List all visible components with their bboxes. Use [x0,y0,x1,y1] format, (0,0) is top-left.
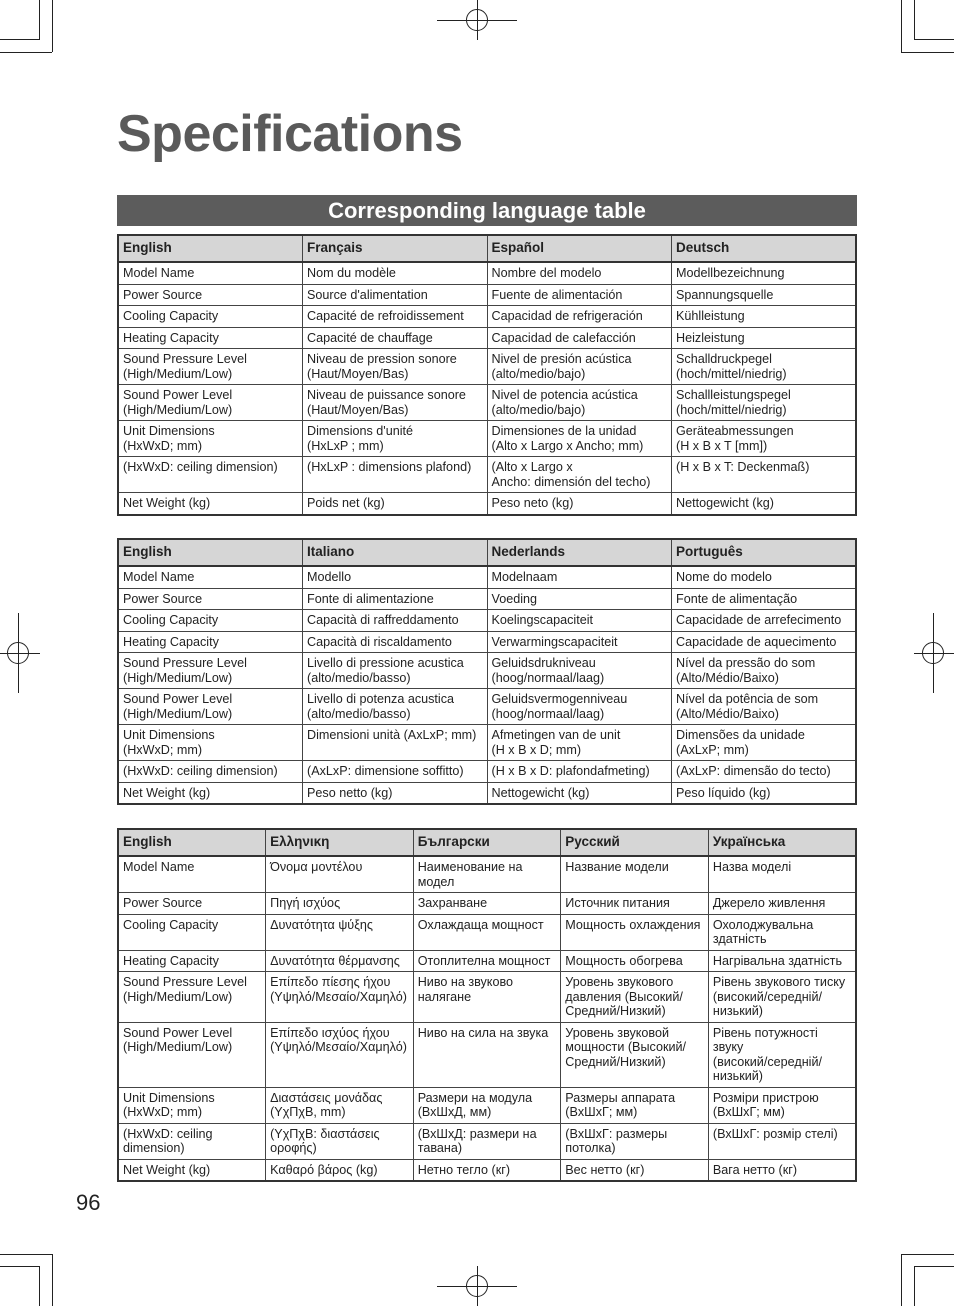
crop-mark-line [914,1266,915,1306]
table-row [118,457,856,493]
table-row [118,972,856,1023]
table-row [118,327,856,349]
crop-mark-line [914,1266,954,1267]
table-cell: Nom du modèle [303,262,488,284]
table-cell: Nível da pressão do som (Alto/Médio/Baixo) [672,653,857,689]
table-cell: Heating Capacity [118,327,303,349]
table-row [118,782,856,804]
table-cell: Επίπεδο ισχύος ήχου (Υψηλό/Μεσαίο/Χαμηλό) [266,1022,414,1087]
table-cell: Dimensioni unità (AxLxP; mm) [303,725,488,761]
table-cell: Heizleistung [672,327,857,349]
table-cell: (ВхШхГ: розмір стелі) [708,1123,856,1159]
table-cell: Рівень звукового тиску (високий/середній/ низький) [708,972,856,1023]
table-cell: Capacidade de arrefecimento [672,610,857,632]
table-cell: Источник питания [561,893,709,915]
table-cell: Нетно тегло (кг) [413,1159,561,1181]
crop-mark-line [0,1254,52,1255]
table-cell: Dimensions d'unité (HxLxP ; mm) [303,421,488,457]
table-cell: Nome do modelo [672,566,857,588]
table-cell: Unit Dimensions (HxWxD; mm) [118,1087,266,1123]
table-cell: Spannungsquelle [672,284,857,306]
table-cell: Розміри пристрою (ВхШхГ; мм) [708,1087,856,1123]
table-cell: Размеры аппарата (ВxШxГ; мм) [561,1087,709,1123]
table-cell: Рівень потужності звуку (високий/середній/ низький) [708,1022,856,1087]
table-cell: Peso neto (kg) [487,493,672,515]
table-cell: Sound Power Level (High/Medium/Low) [118,1022,266,1087]
table-row [118,588,856,610]
crop-mark-line [0,1266,40,1267]
crop-mark-line [477,1266,478,1306]
table-cell: Вес нетто (кг) [561,1159,709,1181]
table-cell: Назва моделі [708,856,856,893]
table-cell: Power Source [118,588,303,610]
table-cell: Sound Pressure Level (High/Medium/Low) [118,653,303,689]
table-cell: Όνομα μοντέλου [266,856,414,893]
table-cell: Model Name [118,566,303,588]
table-row [118,914,856,950]
table-cell: Fonte de alimentação [672,588,857,610]
table-cell: Power Source [118,893,266,915]
table-cell: Capacidade de aquecimento [672,631,857,653]
table-cell: Nível da potência de som (Alto/Médio/Baixo) [672,689,857,725]
table-cell: Heating Capacity [118,950,266,972]
crop-mark-line [901,0,902,52]
crop-mark-line [901,52,954,53]
table-cell: (HxLxP : dimensions plafond) [303,457,488,493]
table-cell: Peso netto (kg) [303,782,488,804]
table-cell: Poids net (kg) [303,493,488,515]
column-header: Български [413,829,561,856]
table-cell: Наименование на модел [413,856,561,893]
table-cell: Ниво на звуково налягане [413,972,561,1023]
table-cell: Sound Pressure Level (High/Medium/Low) [118,972,266,1023]
column-header: Español [487,235,672,262]
table-cell: Sound Power Level (High/Medium/Low) [118,689,303,725]
table-cell: Cooling Capacity [118,610,303,632]
table-cell: Power Source [118,284,303,306]
column-header: English [118,829,266,856]
column-header: Nederlands [487,539,672,566]
table-cell: Отоплителна мощност [413,950,561,972]
table-cell: Nivel de potencia acústica (alto/medio/bajo) [487,385,672,421]
language-table-2 [117,538,857,805]
table-cell: Джерело живлення [708,893,856,915]
table-cell: Уровень звукового давления (Высокий/ Средний/Низкий) [561,972,709,1023]
table-row [118,1022,856,1087]
crop-mark-line [933,613,934,693]
table-cell: Dimensiones de la unidad (Alto x Largo x Ancho; mm) [487,421,672,457]
table-cell: Kühlleistung [672,306,857,328]
table-cell: Название модели [561,856,709,893]
crop-mark-line [901,1254,954,1255]
crop-mark-line [52,0,53,52]
table-cell: Охлаждаща мощност [413,914,561,950]
table-cell: (ΥχΠχΒ: διαστάσεις οροφής) [266,1123,414,1159]
table-cell: Niveau de puissance sonore (Haut/Moyen/Bas) [303,385,488,421]
table-row [118,761,856,783]
table-row [118,725,856,761]
table-row [118,306,856,328]
column-header: English [118,235,303,262]
table-row [118,284,856,306]
table-row [118,856,856,893]
table-row [118,689,856,725]
table-cell: (ВхШхД: размери на тавана) [413,1123,561,1159]
table-cell: Мощность обогрева [561,950,709,972]
table-row [118,385,856,421]
crop-mark-line [477,0,478,40]
table-row [118,893,856,915]
table-header-row [118,829,856,856]
table-cell: Διαστάσεις μονάδας (ΥχΠχΒ, mm) [266,1087,414,1123]
language-table-1 [117,234,857,516]
table-cell: Livello di potenza acustica (alto/medio/basso) [303,689,488,725]
table-row [118,653,856,689]
table-cell: Καθαρό βάρος (kg) [266,1159,414,1181]
table-row [118,493,856,515]
table-row [118,950,856,972]
table-cell: Net Weight (kg) [118,493,303,515]
column-header: Português [672,539,857,566]
column-header: Français [303,235,488,262]
table-cell: Размери на модула (ВхШхД, мм) [413,1087,561,1123]
table-row [118,610,856,632]
table-cell: Nettogewicht (kg) [487,782,672,804]
column-header: Українська [708,829,856,856]
table-cell: Cooling Capacity [118,914,266,950]
table-cell: (ВxШxГ: размеры потолка) [561,1123,709,1159]
table-row [118,1159,856,1181]
table-cell: Net Weight (kg) [118,1159,266,1181]
table-cell: (HxWxD: ceiling dimension) [118,761,303,783]
table-cell: Fonte di alimentazione [303,588,488,610]
table-cell: Modello [303,566,488,588]
table-cell: Geräteabmessungen (H x B x T [mm]) [672,421,857,457]
table-cell: Geluidsdrukniveau (hoog/normaal/laag) [487,653,672,689]
table-header-row [118,235,856,262]
table-cell: (H x B x D: plafondafmeting) [487,761,672,783]
table-cell: Schalldruckpegel (hoch/mittel/niedrig) [672,349,857,385]
table-cell: Net Weight (kg) [118,782,303,804]
table-cell: Sound Pressure Level (High/Medium/Low) [118,349,303,385]
table-cell: (HxWxD: ceiling dimension) [118,457,303,493]
table-row [118,349,856,385]
table-header-row [118,539,856,566]
table-cell: Capacité de refroidissement [303,306,488,328]
table-cell: Model Name [118,262,303,284]
column-header: Ελληνικη [266,829,414,856]
table-cell: Capacità di raffreddamento [303,610,488,632]
page-number: 96 [76,1190,101,1215]
language-table-3 [117,828,857,1182]
column-header: Italiano [303,539,488,566]
page-title: Specifications [117,105,463,163]
crop-mark-line [18,613,19,693]
table-cell: Sound Power Level (High/Medium/Low) [118,385,303,421]
table-cell: Fuente de alimentación [487,284,672,306]
crop-mark-line [914,653,954,654]
table-cell: Model Name [118,856,266,893]
table-row [118,262,856,284]
crop-mark-line [901,1254,902,1306]
table-cell: Охолоджувальна здатність [708,914,856,950]
table-cell: Уровень звуковой мощности (Высокий/ Средний/Низкий) [561,1022,709,1087]
table-cell: Nombre del modelo [487,262,672,284]
table-cell: Cooling Capacity [118,306,303,328]
column-header: Русский [561,829,709,856]
table-cell: Capacità di riscaldamento [303,631,488,653]
table-cell: Мощность охлаждения [561,914,709,950]
table-cell: Нагрівальна здатність [708,950,856,972]
table-cell: Вага нетто (кг) [708,1159,856,1181]
crop-mark-line [914,39,954,40]
column-header: Deutsch [672,235,857,262]
table-cell: (H x B x T: Deckenmaß) [672,457,857,493]
table-row [118,1087,856,1123]
table-cell: Capacidad de refrigeración [487,306,672,328]
column-header: English [118,539,303,566]
table-cell: Nivel de presión acústica (alto/medio/bajo) [487,349,672,385]
table-cell: (HxWxD: ceiling dimension) [118,1123,266,1159]
table-cell: Livello di pressione acustica (alto/medio/basso) [303,653,488,689]
table-cell: Dimensões da unidade (AxLxP; mm) [672,725,857,761]
crop-mark-line [39,1266,40,1306]
crop-mark-line [52,1254,53,1306]
table-cell: Modellbezeichnung [672,262,857,284]
table-cell: Geluidsvermogenniveau (hoog/normaal/laag) [487,689,672,725]
crop-mark-line [914,0,915,40]
table-row [118,631,856,653]
crop-mark-line [0,39,40,40]
table-cell: Δυνατότητα ψύξης [266,914,414,950]
table-cell: Afmetingen van de unit (H x B x D; mm) [487,725,672,761]
table-row [118,566,856,588]
table-cell: Επίπεδο πίεσης ήχου (Υψηλό/Μεσαίο/Χαμηλό) [266,972,414,1023]
table-cell: Koelingscapaciteit [487,610,672,632]
table-cell: Capacidad de calefacción [487,327,672,349]
table-cell: Heating Capacity [118,631,303,653]
table-cell: (Alto x Largo x Ancho: dimensión del techo) [487,457,672,493]
table-row [118,421,856,457]
table-cell: Nettogewicht (kg) [672,493,857,515]
table-cell: (AxLxP: dimensão do tecto) [672,761,857,783]
crop-mark-line [0,52,52,53]
table-cell: Voeding [487,588,672,610]
table-cell: Unit Dimensions (HxWxD; mm) [118,725,303,761]
table-cell: Schallleistungspegel (hoch/mittel/niedrig) [672,385,857,421]
section-title: Corresponding language table [117,195,857,226]
table-cell: Ниво на сила на звука [413,1022,561,1087]
table-cell: Capacité de chauffage [303,327,488,349]
table-cell: Peso líquido (kg) [672,782,857,804]
table-cell: Δυνατότητα θέρμανσης [266,950,414,972]
table-cell: Πηγή ισχύος [266,893,414,915]
table-cell: Unit Dimensions (HxWxD; mm) [118,421,303,457]
table-cell: (AxLxP: dimensione soffitto) [303,761,488,783]
table-row [118,1123,856,1159]
crop-mark-line [39,0,40,40]
table-cell: Modelnaam [487,566,672,588]
table-cell: Source d'alimentation [303,284,488,306]
crop-mark-line [0,653,40,654]
table-cell: Verwarmingscapaciteit [487,631,672,653]
table-cell: Захранване [413,893,561,915]
table-cell: Niveau de pression sonore (Haut/Moyen/Bas) [303,349,488,385]
